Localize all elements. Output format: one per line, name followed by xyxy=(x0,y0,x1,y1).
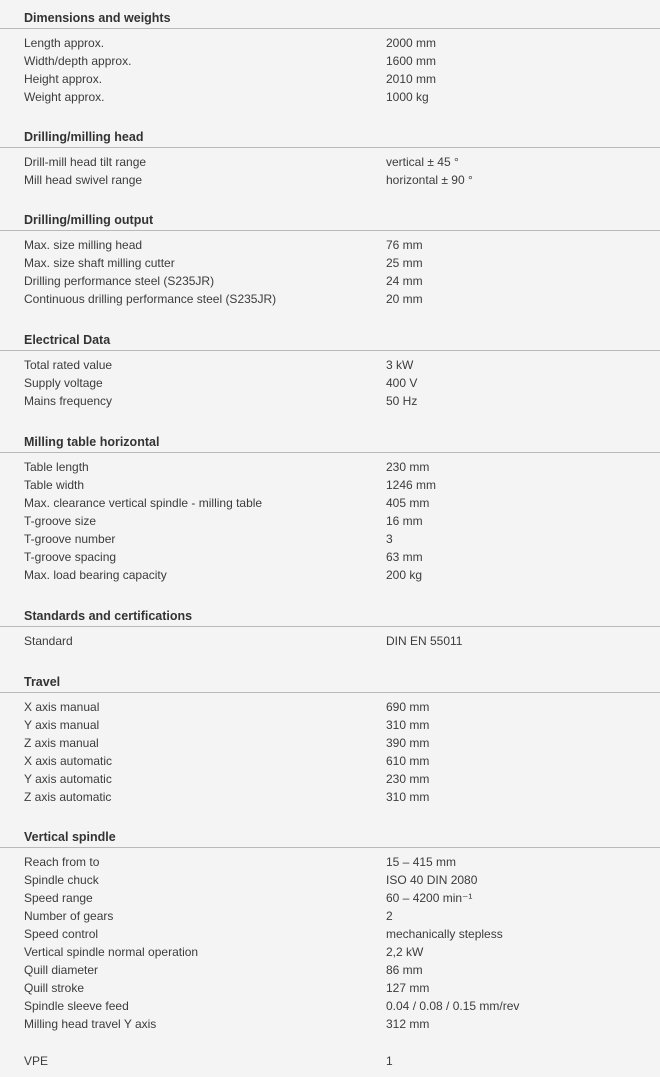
spec-value: 405 mm xyxy=(386,496,430,510)
section-title: Drilling/milling head xyxy=(0,126,660,148)
spec-row xyxy=(0,290,660,308)
spec-row xyxy=(0,943,660,961)
spec-value: 200 kg xyxy=(386,568,423,582)
spec-label: Z axis manual xyxy=(24,736,99,750)
spec-label: X axis automatic xyxy=(24,754,113,768)
spec-label: T-groove spacing xyxy=(24,550,117,564)
spec-row xyxy=(0,752,660,770)
spec-label: Max. load bearing capacity xyxy=(24,568,167,582)
section-title: Electrical Data xyxy=(0,329,660,351)
spec-row xyxy=(0,254,660,272)
spec-row xyxy=(0,734,660,752)
spec-label: Standard xyxy=(24,634,73,648)
spec-label: T-groove size xyxy=(24,514,97,528)
spec-value: 1000 kg xyxy=(386,90,429,104)
spec-label: Number of gears xyxy=(24,909,114,923)
spec-label: Continuous drilling performance steel (S235JR) xyxy=(24,292,277,306)
spec-label: Quill diameter xyxy=(24,963,99,977)
spec-section-travel xyxy=(0,671,660,806)
spec-value: mechanically stepless xyxy=(386,927,503,941)
section-title: Milling table horizontal xyxy=(0,431,660,453)
spec-rows xyxy=(0,351,660,410)
spec-value: 1 xyxy=(386,1054,393,1068)
spec-row xyxy=(0,52,660,70)
spec-row xyxy=(0,770,660,788)
spec-row xyxy=(0,356,660,374)
spec-row xyxy=(0,716,660,734)
spec-value: 2000 mm xyxy=(386,36,437,50)
spec-value: 86 mm xyxy=(386,963,423,977)
spec-row-vpe xyxy=(0,1052,660,1070)
spec-value: horizontal ± 90 ° xyxy=(386,173,473,187)
spec-rows xyxy=(0,231,660,308)
spec-row xyxy=(0,889,660,907)
spec-row xyxy=(0,494,660,512)
spec-rows xyxy=(0,627,660,650)
spec-row xyxy=(0,512,660,530)
section-title: Travel xyxy=(0,671,660,693)
spec-value: DIN EN 55011 xyxy=(386,634,463,648)
spec-label: Y axis manual xyxy=(24,718,100,732)
spec-label: Milling head travel Y axis xyxy=(24,1017,157,1031)
spec-label: Supply voltage xyxy=(24,376,103,390)
section-title: Vertical spindle xyxy=(0,826,660,848)
spec-section-dimensions-and-weights xyxy=(0,7,660,106)
spec-label: Drilling performance steel (S235JR) xyxy=(24,274,215,288)
spec-label: Table length xyxy=(24,460,89,474)
spec-value: 1600 mm xyxy=(386,54,437,68)
spec-label: VPE xyxy=(24,1054,49,1068)
spec-value: 25 mm xyxy=(386,256,423,270)
spec-section-milling-table-horizontal xyxy=(0,431,660,584)
spec-value: 230 mm xyxy=(386,460,430,474)
spec-label: Z axis automatic xyxy=(24,790,112,804)
spec-rows xyxy=(0,848,660,1033)
spec-value: 2 xyxy=(386,909,393,923)
spec-row xyxy=(0,698,660,716)
spec-row xyxy=(0,853,660,871)
spec-value: 690 mm xyxy=(386,700,430,714)
spec-row xyxy=(0,997,660,1015)
spec-value: 76 mm xyxy=(386,238,423,252)
spec-value: vertical ± 45 ° xyxy=(386,155,459,169)
spec-value: 15 – 415 mm xyxy=(386,855,457,869)
spec-label: Spindle sleeve feed xyxy=(24,999,129,1013)
spec-value: 310 mm xyxy=(386,790,430,804)
spec-row xyxy=(0,88,660,106)
spec-row xyxy=(0,476,660,494)
spec-label: T-groove number xyxy=(24,532,116,546)
spec-label: Y axis automatic xyxy=(24,772,112,786)
spec-row xyxy=(0,925,660,943)
spec-value: 2,2 kW xyxy=(386,945,424,959)
spec-section-drilling-milling-output xyxy=(0,209,660,308)
spec-label: Height approx. xyxy=(24,72,103,86)
spec-row xyxy=(0,392,660,410)
spec-value: 3 xyxy=(386,532,393,546)
spec-row xyxy=(0,871,660,889)
spec-label: Length approx. xyxy=(24,36,105,50)
spec-value: 60 – 4200 min⁻¹ xyxy=(386,891,473,905)
section-title: Dimensions and weights xyxy=(0,7,660,29)
spec-row xyxy=(0,458,660,476)
spec-label: Width/depth approx. xyxy=(24,54,132,68)
section-title: Standards and certifications xyxy=(0,605,660,627)
spec-value: 310 mm xyxy=(386,718,430,732)
spec-label: Spindle chuck xyxy=(24,873,99,887)
spec-section-electrical-data xyxy=(0,329,660,410)
spec-row xyxy=(0,530,660,548)
spec-value: 390 mm xyxy=(386,736,430,750)
spec-value: 2010 mm xyxy=(386,72,437,86)
spec-row xyxy=(0,171,660,189)
spec-value: 20 mm xyxy=(386,292,423,306)
spec-label: Max. size milling head xyxy=(24,238,143,252)
spec-label: Mill head swivel range xyxy=(24,173,143,187)
spec-row xyxy=(0,548,660,566)
spec-value: 400 V xyxy=(386,376,418,390)
spec-value: 610 mm xyxy=(386,754,430,768)
spec-value: 3 kW xyxy=(386,358,414,372)
spec-label: Speed range xyxy=(24,891,93,905)
spec-label: Reach from to xyxy=(24,855,100,869)
section-title: Drilling/milling output xyxy=(0,209,660,231)
spec-section-vertical-spindle xyxy=(0,826,660,1033)
spec-rows xyxy=(0,453,660,584)
spec-label: Vertical spindle normal operation xyxy=(24,945,199,959)
spec-value: 0.04 / 0.08 / 0.15 mm/rev xyxy=(386,999,520,1013)
spec-row xyxy=(0,979,660,997)
spec-row xyxy=(0,788,660,806)
spec-row xyxy=(0,907,660,925)
spec-label: Total rated value xyxy=(24,358,113,372)
spec-label: X axis manual xyxy=(24,700,100,714)
spec-value: 16 mm xyxy=(386,514,423,528)
spec-value: 230 mm xyxy=(386,772,430,786)
spec-value: 24 mm xyxy=(386,274,423,288)
spec-row xyxy=(0,34,660,52)
spec-value: ISO 40 DIN 2080 xyxy=(386,873,478,887)
spec-label: Max. size shaft milling cutter xyxy=(24,256,175,270)
spec-row xyxy=(0,566,660,584)
spec-label: Max. clearance vertical spindle - milling table xyxy=(24,496,263,510)
spec-value: 127 mm xyxy=(386,981,430,995)
spec-section-drilling-milling-head xyxy=(0,126,660,189)
spec-value: 63 mm xyxy=(386,550,423,564)
spec-row xyxy=(0,374,660,392)
spec-label: Speed control xyxy=(24,927,99,941)
spec-rows xyxy=(0,148,660,189)
spec-value: 50 Hz xyxy=(386,394,418,408)
spec-row xyxy=(0,632,660,650)
spec-row xyxy=(0,70,660,88)
spec-label: Table width xyxy=(24,478,85,492)
spec-label: Drill-mill head tilt range xyxy=(24,155,147,169)
spec-label: Mains frequency xyxy=(24,394,113,408)
spec-section-standards-and-certifications xyxy=(0,605,660,650)
spec-rows xyxy=(0,29,660,106)
spec-row xyxy=(0,1015,660,1033)
spec-row xyxy=(0,153,660,171)
spec-value: 1246 mm xyxy=(386,478,437,492)
spec-label: Quill stroke xyxy=(24,981,85,995)
spec-row xyxy=(0,236,660,254)
spec-value: 312 mm xyxy=(386,1017,430,1031)
spec-rows xyxy=(0,693,660,806)
spec-row xyxy=(0,961,660,979)
spec-row xyxy=(0,272,660,290)
spec-label: Weight approx. xyxy=(24,90,105,104)
